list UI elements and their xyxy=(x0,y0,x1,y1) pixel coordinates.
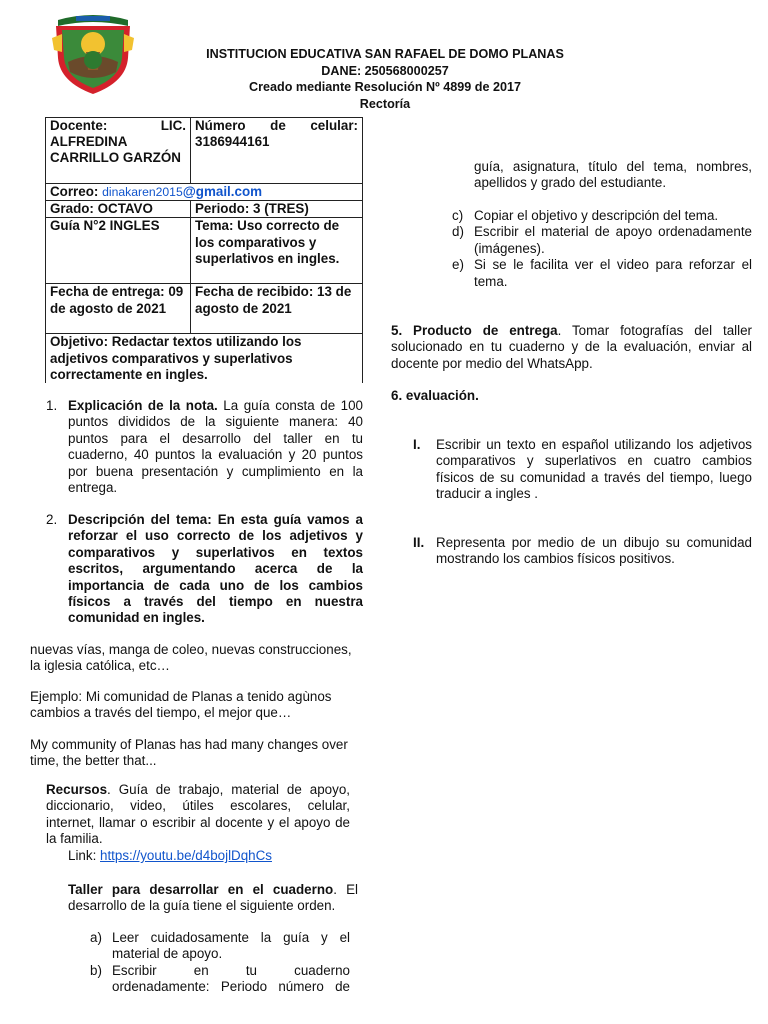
docente-name: ALFREDINA CARRILLO GARZÓN xyxy=(50,134,181,166)
list-text: Copiar el objetivo y descripción del tema. xyxy=(474,208,719,223)
list-marker: e) xyxy=(452,257,464,273)
recursos-title: Recursos xyxy=(46,782,108,797)
list-marker: b) xyxy=(90,962,102,978)
document-header xyxy=(160,46,610,112)
video-link[interactable]: https://youtu.be/d4bojlDqhCs xyxy=(100,848,272,863)
resolution-line: Creado mediante Resolución Nº 4899 de 2017 xyxy=(249,80,521,95)
list-item xyxy=(90,930,350,963)
taller-block xyxy=(68,882,358,915)
list-item xyxy=(90,963,350,996)
evaluation-text: Representa por medio de un dibujo su comunidad mostrando los cambios físicos positivos. xyxy=(436,535,752,567)
list-item xyxy=(452,208,752,224)
paragraph-ejemplo: Ejemplo: Mi comunidad de Planas a tenido agùnos cambios a través del tiempo, el mejor que… xyxy=(30,689,332,721)
section-6-title: 6. evaluación. xyxy=(391,388,479,403)
recursos-block xyxy=(46,782,350,848)
recursos-link-line xyxy=(68,848,358,864)
section-2-text: Descripción del tema: En esta guía vamos a reforzar el uso correcto de los adjetivos y comparativos y superlativos en textos escritos, argumentando acerca de la importancia de cada uno de los cambios físicos a través del tiempo en nuestra comunidad en ingles. xyxy=(68,512,363,626)
list-marker: c) xyxy=(452,208,464,223)
tema-cell: Tema: Uso correcto de los comparativos y superlativos en ingles. xyxy=(191,218,363,284)
objetivo-cell: Objetivo: Redactar textos utilizando los adjetivos comparativos y superlativos correctamente en ingles. xyxy=(46,334,363,383)
section-1-title: Explicación de la nota. xyxy=(68,398,218,413)
section-2-number: 2. xyxy=(46,512,58,527)
list-text: Escribir el material de apoyo ordenadamente (imágenes). xyxy=(474,224,752,256)
list-marker: d) xyxy=(452,224,464,240)
office-line: Rectoría xyxy=(359,96,411,111)
evaluation-marker: II. xyxy=(413,535,425,550)
section-2 xyxy=(46,512,363,627)
celular-cell xyxy=(191,118,363,184)
paragraph-vias: nuevas vías, manga de coleo, nuevas construcciones, la iglesia católica, etc… xyxy=(30,642,352,674)
fecha-entrega-cell: Fecha de entrega: 09 de agosto de 2021 xyxy=(46,284,191,334)
celular-label: Número de celular: xyxy=(195,118,358,133)
section-5 xyxy=(391,323,752,372)
evaluation-item xyxy=(413,535,752,568)
list-marker: a) xyxy=(90,930,102,945)
correo-domain: @gmail.com xyxy=(182,184,263,199)
fecha-recibido-cell: Fecha de recibido: 13 de agosto de 2021 xyxy=(191,284,363,334)
section-5-text: . Tomar fotografías del taller solucionado en tu cuaderno y de la evaluación, enviar al docente por medio del WhatsApp. xyxy=(391,323,753,371)
periodo-cell: Periodo: 3 (TRES) xyxy=(191,201,363,218)
grado-cell: Grado: OCTAVO xyxy=(46,201,191,218)
list-text: Si se le facilita ver el video para reforzar el tema. xyxy=(474,257,752,289)
docente-cell xyxy=(46,118,191,184)
correo-label: Correo: xyxy=(50,184,99,199)
section-5-title: 5. Producto de entrega xyxy=(391,323,558,338)
taller-list-left xyxy=(90,930,350,996)
evaluation-item xyxy=(413,437,752,503)
correo-user: dinakaren2015 xyxy=(102,185,183,199)
section-1-text: La guía consta de 100 puntos divididos de la siguiente manera: 40 puntos para el desarrollo del taller en tu cuaderno, 40 puntos la evaluación y 20 puntos por buena presentación y cumplimiento en la entrega. xyxy=(68,398,363,496)
correo-cell xyxy=(46,184,363,201)
dane-code: DANE: 250568000257 xyxy=(321,63,449,78)
list-text: Escribir en tu cuaderno ordenadamente: Periodo número de xyxy=(112,962,350,995)
school-crest-logo xyxy=(50,12,136,96)
taller-text: . El desarrollo de la guía tiene el siguiente orden. xyxy=(68,882,358,914)
taller-continuation: guía, asignatura, título del tema, nombres, apellidos y grado del estudiante. xyxy=(474,159,752,191)
section-1 xyxy=(46,398,363,496)
celular-value: 3186944161 xyxy=(195,134,270,150)
correo-email[interactable] xyxy=(102,185,262,199)
paragraph-english: My community of Planas has had many changes over time, the better that... xyxy=(30,737,348,769)
recursos-text: . Guía de trabajo, material de apoyo, diccionario, video, útiles escolares, celular, internet, llamar o escribir al docente y el apoyo de la familia. xyxy=(46,782,350,847)
taller-list-right xyxy=(452,208,752,290)
guia-cell: Guía N°2 INGLES xyxy=(46,218,191,284)
list-item xyxy=(452,224,752,257)
institution-name: INSTITUCION EDUCATIVA SAN RAFAEL DE DOMO PLANAS xyxy=(206,47,564,61)
evaluation-text: Escribir un texto en español utilizando los adjetivos comparativos y superlativos en cuatro cambios físicos de su comunidad a través del tiempo, luego traducir a ingles . xyxy=(436,437,752,502)
evaluation-marker: I. xyxy=(413,437,421,452)
info-table xyxy=(45,117,363,383)
section-1-number: 1. xyxy=(46,398,58,413)
docente-label: Docente: xyxy=(50,118,108,133)
link-label: Link: xyxy=(68,848,101,863)
taller-title: Taller para desarrollar en el cuaderno xyxy=(68,882,334,897)
list-text: Leer cuidadosamente la guía y el material de apoyo. xyxy=(112,930,350,962)
list-item xyxy=(452,257,752,290)
docente-title: LIC. xyxy=(160,118,186,133)
